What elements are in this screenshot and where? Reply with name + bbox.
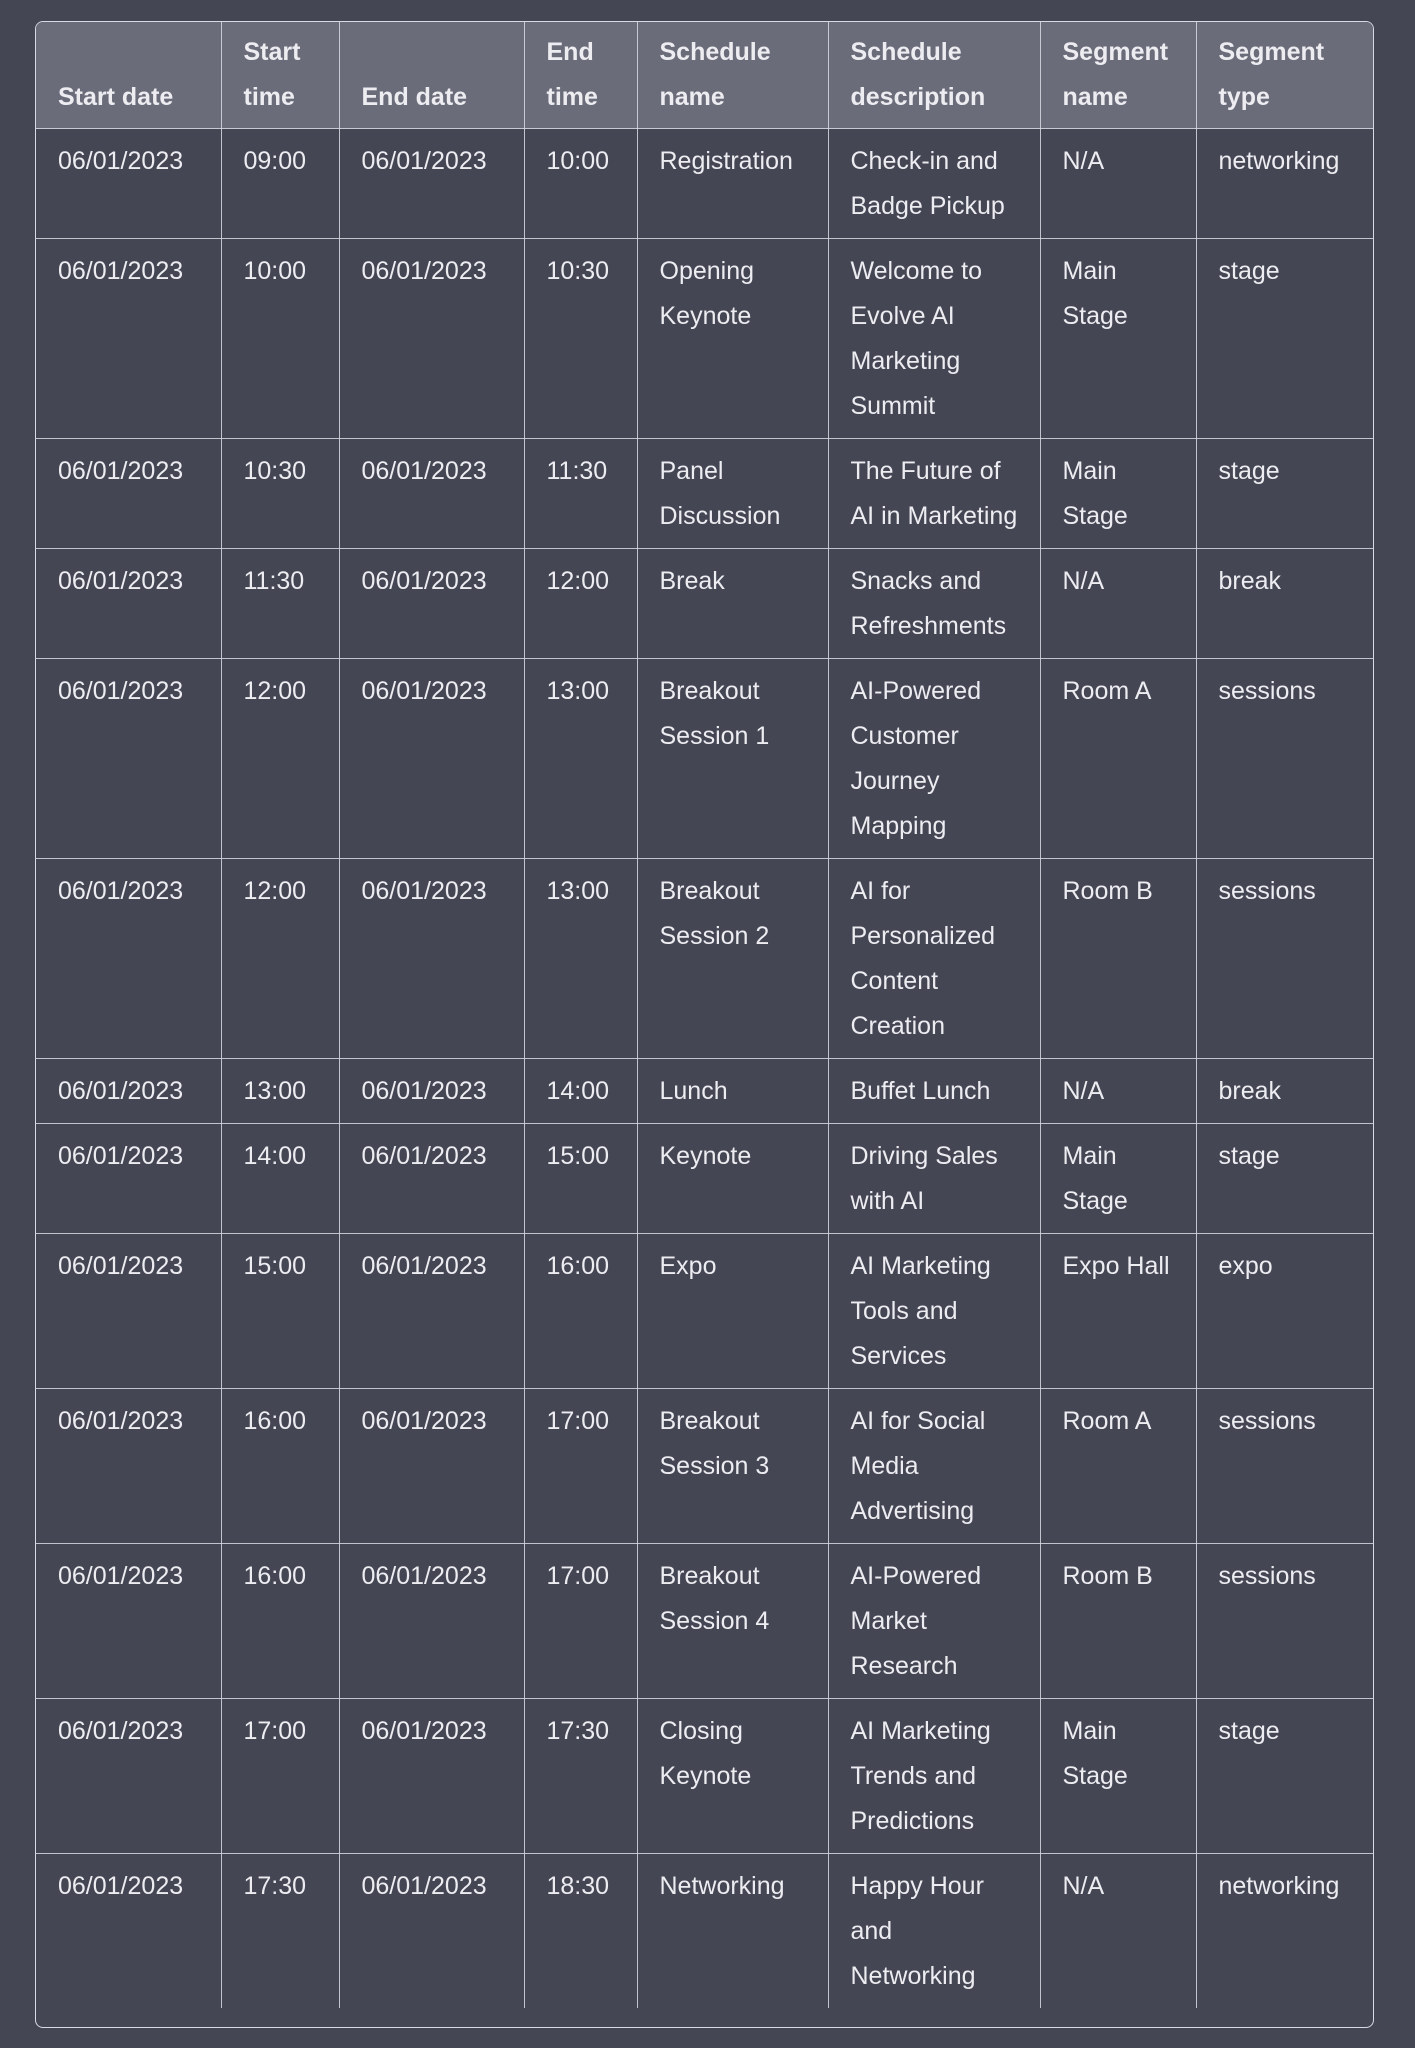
cell-end-time: 18:30 xyxy=(524,1854,637,2009)
cell-schedule-name: Opening Keynote xyxy=(637,239,828,439)
header-schedule-description: Schedule description xyxy=(828,22,1040,129)
cell-end-time: 17:30 xyxy=(524,1699,637,1854)
cell-schedule-name: Breakout Session 1 xyxy=(637,659,828,859)
header-segment-type: Segment type xyxy=(1196,22,1374,129)
table-row xyxy=(36,1234,1374,1389)
cell-schedule-description: Snacks and Refreshments xyxy=(828,549,1040,659)
cell-end-date: 06/01/2023 xyxy=(339,1234,524,1389)
cell-segment-type: stage xyxy=(1196,1124,1374,1234)
cell-start-date: 06/01/2023 xyxy=(36,1544,221,1699)
table-row xyxy=(36,549,1374,659)
cell-start-time: 09:00 xyxy=(221,129,339,239)
cell-schedule-name: Breakout Session 2 xyxy=(637,859,828,1059)
cell-start-time: 13:00 xyxy=(221,1059,339,1124)
cell-end-time: 14:00 xyxy=(524,1059,637,1124)
cell-segment-name: N/A xyxy=(1040,129,1196,239)
cell-schedule-name: Keynote xyxy=(637,1124,828,1234)
cell-segment-name: Room B xyxy=(1040,859,1196,1059)
cell-start-time: 10:00 xyxy=(221,239,339,439)
cell-segment-type: networking xyxy=(1196,129,1374,239)
schedule-table xyxy=(36,22,1374,2008)
cell-start-date: 06/01/2023 xyxy=(36,1124,221,1234)
header-schedule-name: Schedule name xyxy=(637,22,828,129)
cell-segment-type: networking xyxy=(1196,1854,1374,2009)
cell-schedule-description: Welcome to Evolve AI Marketing Summit xyxy=(828,239,1040,439)
cell-end-time: 13:00 xyxy=(524,859,637,1059)
cell-end-time: 16:00 xyxy=(524,1234,637,1389)
cell-segment-name: Expo Hall xyxy=(1040,1234,1196,1389)
table-row xyxy=(36,859,1374,1059)
cell-start-date: 06/01/2023 xyxy=(36,659,221,859)
schedule-table-container xyxy=(35,21,1374,2028)
cell-schedule-description: Check-in and Badge Pickup xyxy=(828,129,1040,239)
header-end-time: End time xyxy=(524,22,637,129)
table-row xyxy=(36,1854,1374,2009)
cell-schedule-description: Driving Sales with AI xyxy=(828,1124,1040,1234)
cell-end-time: 13:00 xyxy=(524,659,637,859)
cell-schedule-name: Closing Keynote xyxy=(637,1699,828,1854)
cell-start-time: 17:30 xyxy=(221,1854,339,2009)
cell-start-date: 06/01/2023 xyxy=(36,549,221,659)
cell-schedule-name: Expo xyxy=(637,1234,828,1389)
cell-segment-name: N/A xyxy=(1040,1059,1196,1124)
cell-start-time: 14:00 xyxy=(221,1124,339,1234)
cell-schedule-description: Happy Hour and Networking xyxy=(828,1854,1040,2009)
cell-segment-type: expo xyxy=(1196,1234,1374,1389)
cell-start-date: 06/01/2023 xyxy=(36,129,221,239)
cell-end-date: 06/01/2023 xyxy=(339,549,524,659)
cell-schedule-name: Lunch xyxy=(637,1059,828,1124)
cell-schedule-name: Registration xyxy=(637,129,828,239)
cell-segment-type: stage xyxy=(1196,439,1374,549)
cell-segment-name: Main Stage xyxy=(1040,1699,1196,1854)
cell-segment-name: Room A xyxy=(1040,1389,1196,1544)
cell-end-time: 11:30 xyxy=(524,439,637,549)
cell-segment-name: N/A xyxy=(1040,549,1196,659)
cell-schedule-description: AI for Personalized Content Creation xyxy=(828,859,1040,1059)
table-row xyxy=(36,439,1374,549)
cell-schedule-description: The Future of AI in Marketing xyxy=(828,439,1040,549)
cell-end-date: 06/01/2023 xyxy=(339,439,524,549)
cell-segment-type: sessions xyxy=(1196,659,1374,859)
cell-start-date: 06/01/2023 xyxy=(36,1699,221,1854)
table-row xyxy=(36,659,1374,859)
cell-end-date: 06/01/2023 xyxy=(339,1854,524,2009)
table-row xyxy=(36,129,1374,239)
cell-start-time: 11:30 xyxy=(221,549,339,659)
table-row xyxy=(36,1059,1374,1124)
cell-schedule-description: AI for Social Media Advertising xyxy=(828,1389,1040,1544)
cell-schedule-description: AI-Powered Customer Journey Mapping xyxy=(828,659,1040,859)
cell-start-date: 06/01/2023 xyxy=(36,1059,221,1124)
cell-start-date: 06/01/2023 xyxy=(36,439,221,549)
cell-end-date: 06/01/2023 xyxy=(339,1059,524,1124)
cell-end-time: 15:00 xyxy=(524,1124,637,1234)
cell-segment-name: Room B xyxy=(1040,1544,1196,1699)
cell-schedule-description: Buffet Lunch xyxy=(828,1059,1040,1124)
cell-start-date: 06/01/2023 xyxy=(36,1234,221,1389)
cell-schedule-name: Breakout Session 4 xyxy=(637,1544,828,1699)
cell-start-time: 16:00 xyxy=(221,1544,339,1699)
cell-start-time: 12:00 xyxy=(221,859,339,1059)
cell-end-date: 06/01/2023 xyxy=(339,859,524,1059)
cell-segment-type: sessions xyxy=(1196,1389,1374,1544)
cell-schedule-description: AI Marketing Tools and Services xyxy=(828,1234,1040,1389)
cell-schedule-name: Panel Discussion xyxy=(637,439,828,549)
table-row xyxy=(36,1124,1374,1234)
table-row xyxy=(36,1699,1374,1854)
cell-end-time: 10:00 xyxy=(524,129,637,239)
cell-schedule-description: AI Marketing Trends and Predictions xyxy=(828,1699,1040,1854)
table-row xyxy=(36,1544,1374,1699)
cell-segment-name: Main Stage xyxy=(1040,1124,1196,1234)
cell-start-time: 12:00 xyxy=(221,659,339,859)
table-header-row xyxy=(36,22,1374,129)
cell-start-date: 06/01/2023 xyxy=(36,859,221,1059)
cell-end-date: 06/01/2023 xyxy=(339,1124,524,1234)
cell-start-date: 06/01/2023 xyxy=(36,1854,221,2009)
cell-start-date: 06/01/2023 xyxy=(36,1389,221,1544)
cell-start-time: 15:00 xyxy=(221,1234,339,1389)
cell-segment-type: stage xyxy=(1196,1699,1374,1854)
header-start-date: Start date xyxy=(36,22,221,129)
cell-schedule-description: AI-Powered Market Research xyxy=(828,1544,1040,1699)
cell-end-time: 10:30 xyxy=(524,239,637,439)
cell-segment-type: sessions xyxy=(1196,859,1374,1059)
table-body xyxy=(36,129,1374,2009)
cell-segment-name: Room A xyxy=(1040,659,1196,859)
table-row xyxy=(36,239,1374,439)
header-end-date: End date xyxy=(339,22,524,129)
cell-segment-name: N/A xyxy=(1040,1854,1196,2009)
header-segment-name: Segment name xyxy=(1040,22,1196,129)
cell-schedule-name: Breakout Session 3 xyxy=(637,1389,828,1544)
cell-end-time: 17:00 xyxy=(524,1389,637,1544)
cell-start-time: 10:30 xyxy=(221,439,339,549)
cell-schedule-name: Networking xyxy=(637,1854,828,2009)
cell-end-date: 06/01/2023 xyxy=(339,659,524,859)
cell-segment-name: Main Stage xyxy=(1040,439,1196,549)
cell-segment-type: break xyxy=(1196,1059,1374,1124)
table-row xyxy=(36,1389,1374,1544)
cell-end-date: 06/01/2023 xyxy=(339,1699,524,1854)
cell-start-date: 06/01/2023 xyxy=(36,239,221,439)
cell-segment-type: break xyxy=(1196,549,1374,659)
cell-start-time: 17:00 xyxy=(221,1699,339,1854)
cell-end-time: 17:00 xyxy=(524,1544,637,1699)
cell-segment-type: stage xyxy=(1196,239,1374,439)
cell-end-date: 06/01/2023 xyxy=(339,1389,524,1544)
cell-end-date: 06/01/2023 xyxy=(339,129,524,239)
cell-schedule-name: Break xyxy=(637,549,828,659)
cell-segment-name: Main Stage xyxy=(1040,239,1196,439)
cell-end-time: 12:00 xyxy=(524,549,637,659)
cell-start-time: 16:00 xyxy=(221,1389,339,1544)
header-start-time: Start time xyxy=(221,22,339,129)
cell-end-date: 06/01/2023 xyxy=(339,239,524,439)
cell-segment-type: sessions xyxy=(1196,1544,1374,1699)
cell-end-date: 06/01/2023 xyxy=(339,1544,524,1699)
